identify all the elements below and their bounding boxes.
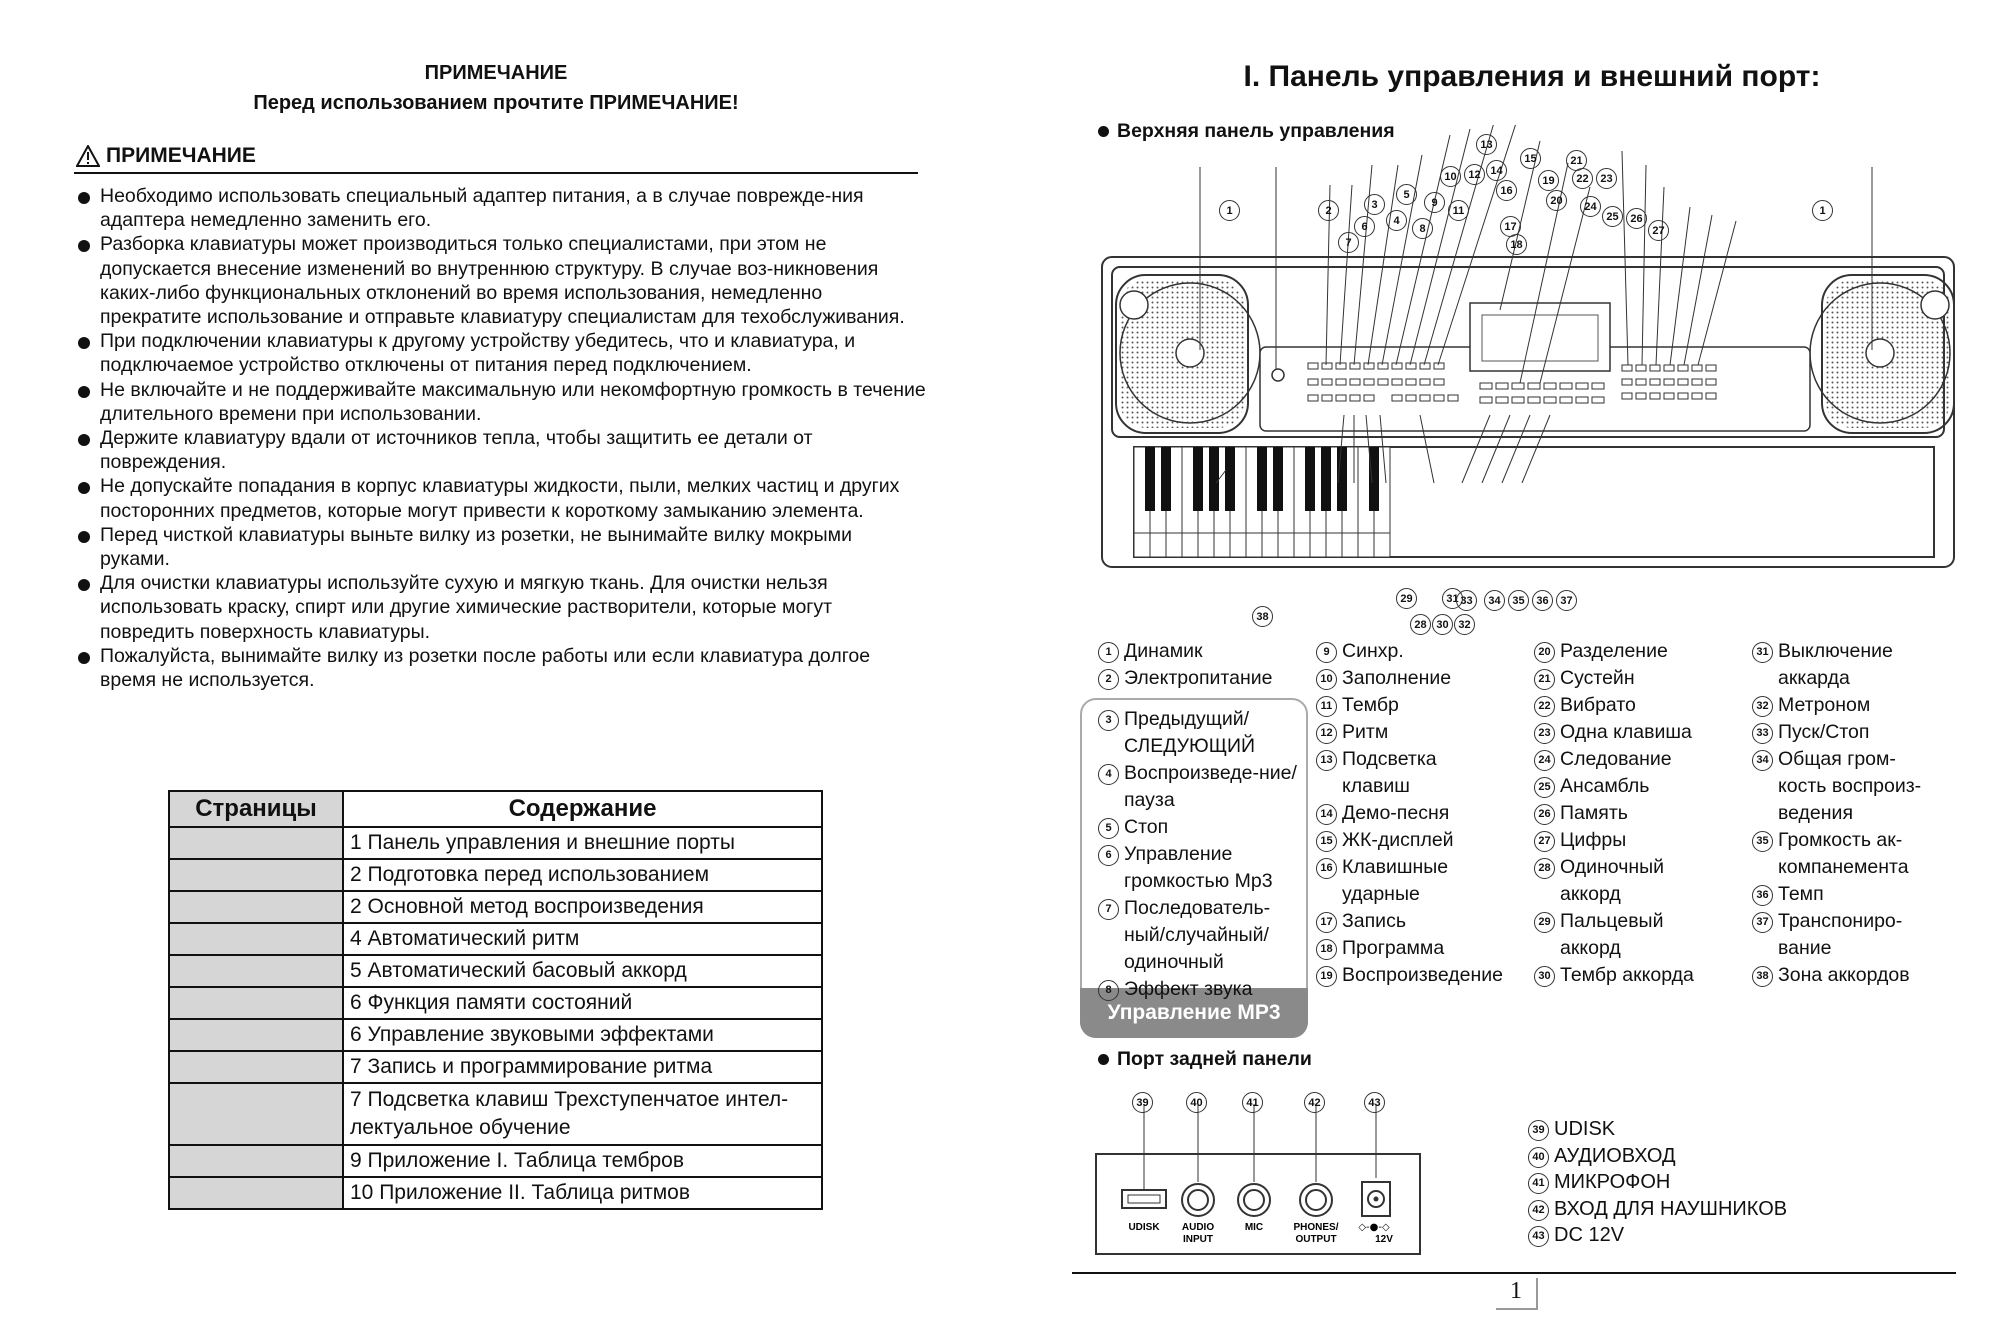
legend-text: Управление громкостью Mp3 bbox=[1124, 843, 1273, 892]
legend-item bbox=[1316, 935, 1526, 962]
table-row bbox=[169, 1083, 822, 1145]
legend-number: 37 bbox=[1752, 912, 1773, 933]
legend-number: 5 bbox=[1098, 818, 1119, 839]
callout-number: 32 bbox=[1454, 614, 1475, 635]
legend-number: 15 bbox=[1316, 831, 1337, 852]
legend-text: Эффект звука bbox=[1124, 978, 1253, 1000]
legend-text: Транспониро-вание bbox=[1778, 910, 1903, 959]
callout-number: 35 bbox=[1508, 590, 1529, 611]
callout-number: 10 bbox=[1440, 166, 1461, 187]
legend-number: 32 bbox=[1752, 696, 1773, 717]
note-title: ПРИМЕЧАНИЕ bbox=[424, 62, 568, 84]
legend-number: 29 bbox=[1534, 912, 1555, 933]
legend-item bbox=[1534, 908, 1684, 962]
callout-number: 39 bbox=[1132, 1092, 1153, 1113]
legend-item bbox=[1316, 638, 1526, 665]
list-item: Пожалуйста, вынимайте вилку из розетки после работы или если клавиатура долгое время не используется. bbox=[76, 644, 926, 692]
legend-item bbox=[1316, 908, 1526, 935]
callout-number: 17 bbox=[1500, 216, 1521, 237]
legend-number: 10 bbox=[1316, 669, 1337, 690]
usb-port-icon bbox=[1122, 1190, 1166, 1208]
legend-number: 3 bbox=[1098, 710, 1119, 731]
legend-item bbox=[1752, 908, 1922, 962]
legend-number: 23 bbox=[1534, 723, 1555, 744]
legend-text: Пуск/Стоп bbox=[1778, 721, 1870, 743]
warning-heading bbox=[76, 144, 256, 168]
legend-number: 41 bbox=[1528, 1173, 1549, 1194]
list-item: Не допускайте попадания в корпус клавиатуры жидкости, пыли, мелких частиц и других посторонних предметов, которые могут привести к короткому замыканию элемента. bbox=[76, 474, 926, 522]
page-cell bbox=[169, 1083, 343, 1145]
phones-jack-icon bbox=[1300, 1184, 1332, 1216]
contents-cell: 5 Автоматический басовый аккорд bbox=[343, 955, 822, 987]
legend-number: 27 bbox=[1534, 831, 1555, 852]
legend-item bbox=[1098, 638, 1298, 665]
callout-number: 2 bbox=[1318, 200, 1339, 221]
legend-text: Выключение аккарда bbox=[1778, 640, 1893, 689]
legend-text: Тембр аккорда bbox=[1560, 964, 1694, 986]
note-subtitle: Перед использованием прочтите ПРИМЕЧАНИЕ! bbox=[253, 92, 739, 114]
legend-number: 19 bbox=[1316, 966, 1337, 987]
legend-text: UDISK bbox=[1554, 1118, 1616, 1140]
table-row bbox=[169, 923, 822, 955]
legend-item bbox=[1534, 773, 1744, 800]
mic-jack-icon bbox=[1238, 1184, 1270, 1216]
legend-number: 40 bbox=[1528, 1147, 1549, 1168]
legend-text: Запись bbox=[1342, 910, 1406, 932]
page-cell bbox=[169, 923, 343, 955]
legend-item bbox=[1098, 814, 1298, 841]
callout-number: 41 bbox=[1242, 1092, 1263, 1113]
callout-number: 21 bbox=[1566, 150, 1587, 171]
table-row bbox=[169, 859, 822, 891]
legend-number: 31 bbox=[1752, 642, 1773, 663]
contents-cell: 2 Основной метод воспроизведения bbox=[343, 891, 822, 923]
legend-text: Громкость ак-компанемента bbox=[1778, 829, 1909, 878]
legend-number: 26 bbox=[1534, 804, 1555, 825]
legend-item bbox=[1752, 692, 1952, 719]
legend-text: Сустейн bbox=[1560, 667, 1635, 689]
legend-number: 7 bbox=[1098, 899, 1119, 920]
legend-item bbox=[1752, 638, 1922, 692]
page-cell bbox=[169, 1019, 343, 1051]
callout-number: 16 bbox=[1496, 180, 1517, 201]
legend-item bbox=[1528, 1143, 1787, 1170]
callout-number: 20 bbox=[1546, 190, 1567, 211]
callout-number: 9 bbox=[1424, 192, 1445, 213]
callout-number: 1 bbox=[1219, 200, 1240, 221]
legend-text: Воспроизведе-ние/пауза bbox=[1124, 762, 1297, 811]
port-label: AUDIO bbox=[1181, 1222, 1215, 1233]
safety-notes-list bbox=[76, 184, 926, 692]
callout-number: 3 bbox=[1364, 194, 1385, 215]
page-cell bbox=[169, 891, 343, 923]
callout-number: 28 bbox=[1410, 614, 1431, 635]
contents-header: Содержание bbox=[343, 791, 822, 827]
callout-number: 7 bbox=[1338, 232, 1359, 253]
legend-item bbox=[1098, 665, 1298, 692]
callout-number: 38 bbox=[1252, 606, 1273, 627]
table-header-row bbox=[169, 791, 822, 827]
list-item: Перед чисткой клавиатуры выньте вилку из розетки, не вынимайте вилку мокрыми руками. bbox=[76, 523, 926, 571]
legend-item bbox=[1316, 692, 1526, 719]
legend-number: 24 bbox=[1534, 750, 1555, 771]
callout-number: 24 bbox=[1580, 196, 1601, 217]
callout-number: 5 bbox=[1396, 184, 1417, 205]
contents-cell: 7 Запись и программирование ритма bbox=[343, 1051, 822, 1083]
port-label: PHONES/ bbox=[1293, 1222, 1339, 1233]
callout-number: 12 bbox=[1464, 164, 1485, 185]
legend-item bbox=[1528, 1196, 1787, 1223]
legend-item bbox=[1316, 962, 1526, 989]
list-item: Необходимо использовать специальный адаптер питания, а в случае поврежде-ния адаптера немедленно заменить его. bbox=[76, 184, 926, 232]
legend-column-2 bbox=[1316, 638, 1526, 989]
legend-number: 11 bbox=[1316, 696, 1337, 717]
legend-number: 2 bbox=[1098, 669, 1119, 690]
legend-item bbox=[1316, 827, 1526, 854]
table-row bbox=[169, 1145, 822, 1177]
legend-item bbox=[1098, 841, 1298, 895]
callout-number: 1 bbox=[1812, 200, 1833, 221]
port-label: 12V bbox=[1375, 1234, 1393, 1245]
heading-rule bbox=[74, 172, 918, 174]
legend-text: Синхр. bbox=[1342, 640, 1404, 662]
legend-text: Одна клавиша bbox=[1560, 721, 1692, 743]
audio-input-jack-icon bbox=[1182, 1184, 1214, 1216]
list-item: При подключении клавиатуры к другому устройству убедитесь, что и клавиатура, и подключаемое устройство отключены от питания перед подключением. bbox=[76, 329, 926, 377]
legend-item bbox=[1534, 962, 1744, 989]
rear-port-legend bbox=[1528, 1116, 1787, 1249]
legend-text: Одиночный аккорд bbox=[1560, 856, 1665, 905]
legend-text: Клавишные ударные bbox=[1342, 856, 1449, 905]
footer-rule bbox=[1072, 1272, 1956, 1274]
dc-polarity-icon: ◇-●-◇ bbox=[1358, 1222, 1390, 1233]
contents-table bbox=[168, 790, 823, 1210]
page-cell bbox=[169, 859, 343, 891]
callout-number: 37 bbox=[1556, 590, 1577, 611]
contents-cell: 9 Приложение I. Таблица тембров bbox=[343, 1145, 822, 1177]
contents-cell: 2 Подготовка перед использованием bbox=[343, 859, 822, 891]
legend-number: 28 bbox=[1534, 858, 1555, 879]
speaker-center-right bbox=[1866, 339, 1894, 367]
table-row bbox=[169, 987, 822, 1019]
callout-number: 30 bbox=[1432, 614, 1453, 635]
legend-text: Зона аккордов bbox=[1778, 964, 1910, 986]
contents-cell: 6 Функция памяти состояний bbox=[343, 987, 822, 1019]
legend-item bbox=[1534, 827, 1744, 854]
legend-number: 6 bbox=[1098, 845, 1119, 866]
callout-number: 19 bbox=[1538, 170, 1559, 191]
legend-number: 8 bbox=[1098, 980, 1119, 1001]
legend-text: Электропитание bbox=[1124, 667, 1273, 689]
legend-column-3 bbox=[1534, 638, 1744, 989]
list-item: Держите клавиатуру вдали от источников тепла, чтобы защитить ее детали от повреждения. bbox=[76, 426, 926, 474]
legend-column-4 bbox=[1752, 638, 1952, 989]
legend-text: АУДИОВХОД bbox=[1554, 1144, 1676, 1167]
port-label: UDISK bbox=[1128, 1222, 1160, 1233]
page-cell bbox=[169, 827, 343, 859]
legend-number: 35 bbox=[1752, 831, 1773, 852]
legend-item bbox=[1316, 719, 1526, 746]
legend-column-1 bbox=[1098, 638, 1298, 1003]
legend-number: 14 bbox=[1316, 804, 1337, 825]
callout-number: 33 bbox=[1456, 590, 1477, 611]
legend-item bbox=[1098, 976, 1298, 1003]
legend-number: 22 bbox=[1534, 696, 1555, 717]
callout-number: 42 bbox=[1304, 1092, 1325, 1113]
table-row bbox=[169, 1019, 822, 1051]
legend-item bbox=[1752, 746, 1932, 827]
page-cell bbox=[169, 1145, 343, 1177]
port-label: INPUT bbox=[1183, 1234, 1213, 1245]
legend-text: Демо-песня bbox=[1342, 802, 1450, 824]
contents-cell: 1 Панель управления и внешние порты bbox=[343, 827, 822, 859]
callout-number: 13 bbox=[1476, 134, 1497, 155]
legend-number: 13 bbox=[1316, 750, 1337, 771]
legend-number: 1 bbox=[1098, 642, 1119, 663]
legend-item bbox=[1534, 854, 1684, 908]
contents-cell: 10 Приложение II. Таблица ритмов bbox=[343, 1177, 822, 1209]
legend-number: 17 bbox=[1316, 912, 1337, 933]
page-cell bbox=[169, 955, 343, 987]
callout-number: 11 bbox=[1448, 200, 1469, 221]
page-cell bbox=[169, 1177, 343, 1209]
legend-text: Стоп bbox=[1124, 816, 1169, 838]
legend-item bbox=[1316, 665, 1526, 692]
legend-number: 18 bbox=[1316, 939, 1337, 960]
contents-cell: 4 Автоматический ритм bbox=[343, 923, 822, 955]
legend-item bbox=[1528, 1222, 1787, 1249]
rear-panel-heading bbox=[1098, 1048, 1312, 1071]
legend-text: Программа bbox=[1342, 937, 1445, 959]
callout-number: 26 bbox=[1626, 208, 1647, 229]
legend-number: 39 bbox=[1528, 1120, 1549, 1141]
warning-heading-text: ПРИМЕЧАНИЕ bbox=[106, 144, 256, 167]
legend-text: Воспроизведение bbox=[1342, 964, 1503, 986]
contents-cell: 6 Управление звуковыми эффектами bbox=[343, 1019, 822, 1051]
legend-text: Память bbox=[1560, 802, 1628, 824]
legend-item bbox=[1534, 800, 1744, 827]
legend-number: 33 bbox=[1752, 723, 1773, 744]
callout-number: 23 bbox=[1596, 168, 1617, 189]
callout-number: 18 bbox=[1506, 234, 1527, 255]
legend-number: 34 bbox=[1752, 750, 1773, 771]
legend-item bbox=[1098, 895, 1298, 976]
legend-item bbox=[1534, 638, 1744, 665]
legend-text: Динамик bbox=[1124, 640, 1203, 662]
list-item: Разборка клавиатуры может производиться только специалистами, при этом не допускается внесение изменений во внутреннюю структуру. В случае воз-никновения каких-либо функциональных отклонений во время использования, немедленно прекратите использование и отправьте клавиатуру специалистам для техобслуживания. bbox=[76, 232, 926, 329]
callout-number: 27 bbox=[1648, 220, 1669, 241]
mp3-control-label: Управление MP3 bbox=[1080, 988, 1308, 1038]
legend-item bbox=[1752, 962, 1952, 989]
legend-number: 43 bbox=[1528, 1226, 1549, 1247]
table-row bbox=[169, 891, 822, 923]
legend-number: 30 bbox=[1534, 966, 1555, 987]
legend-text: ЖК-дисплей bbox=[1342, 829, 1454, 851]
legend-text: Подсветка клавиш bbox=[1342, 748, 1437, 797]
legend-text: Тембр bbox=[1342, 694, 1399, 716]
legend-item bbox=[1316, 746, 1466, 800]
table-row bbox=[169, 1177, 822, 1209]
port-label: MIC bbox=[1244, 1222, 1264, 1233]
callout-number: 31 bbox=[1442, 588, 1463, 609]
legend-item bbox=[1098, 706, 1298, 760]
legend-number: 21 bbox=[1534, 669, 1555, 690]
table-row bbox=[169, 1051, 822, 1083]
callout-number: 22 bbox=[1572, 168, 1593, 189]
legend-text: DC 12V bbox=[1554, 1224, 1625, 1246]
legend-number: 4 bbox=[1098, 764, 1119, 785]
legend-item bbox=[1534, 746, 1744, 773]
contents-cell: 7 Подсветка клавиш Трехступенчатое интел-лектуальное обучение bbox=[343, 1083, 822, 1145]
legend-text: МИКРОФОН bbox=[1554, 1171, 1671, 1193]
legend-text: Предыдущий/ СЛЕДУЮЩИЙ bbox=[1124, 708, 1256, 757]
callout-number: 6 bbox=[1354, 216, 1375, 237]
legend-number: 38 bbox=[1752, 966, 1773, 987]
table-row bbox=[169, 955, 822, 987]
legend-text: Цифры bbox=[1560, 829, 1627, 851]
port-label: OUTPUT bbox=[1295, 1234, 1337, 1245]
legend-number: 25 bbox=[1534, 777, 1555, 798]
pages-header: Страницы bbox=[169, 791, 343, 827]
table-row bbox=[169, 827, 822, 859]
rear-panel-heading-text: Порт задней панели bbox=[1117, 1048, 1312, 1070]
legend-item bbox=[1528, 1169, 1787, 1196]
legend-text: Метроном bbox=[1778, 694, 1871, 716]
legend-text: Разделение bbox=[1560, 640, 1668, 662]
legend-number: 20 bbox=[1534, 642, 1555, 663]
page-number: 1 bbox=[1496, 1278, 1538, 1310]
callout-number: 8 bbox=[1412, 218, 1433, 239]
legend-text: Последователь-ный/случайный/ одиночный bbox=[1124, 897, 1271, 973]
legend-number: 9 bbox=[1316, 642, 1337, 663]
page-cell bbox=[169, 987, 343, 1019]
callout-number: 34 bbox=[1484, 590, 1505, 611]
callout-number: 4 bbox=[1386, 210, 1407, 231]
legend-text: ВХОД ДЛЯ НАУШНИКОВ bbox=[1554, 1197, 1788, 1220]
callout-number: 15 bbox=[1520, 148, 1541, 169]
legend-text: Заполнение bbox=[1342, 667, 1452, 689]
legend-number: 16 bbox=[1316, 858, 1337, 879]
legend-text: Общая гром-кость воспроиз-ведения bbox=[1778, 748, 1922, 824]
page-title: I. Панель управления и внешний порт: bbox=[1243, 60, 1821, 93]
list-item: Не включайте и не поддерживайте максимальную или некомфортную громкость в течение длительного времени при использовании. bbox=[76, 378, 926, 426]
page-cell bbox=[169, 1051, 343, 1083]
legend-item bbox=[1752, 827, 1942, 881]
legend-item bbox=[1534, 719, 1744, 746]
legend-text: Пальцевый аккорд bbox=[1560, 910, 1664, 959]
callout-number: 40 bbox=[1186, 1092, 1207, 1113]
legend-text: Вибрато bbox=[1560, 694, 1636, 716]
legend-number: 12 bbox=[1316, 723, 1337, 744]
legend-item bbox=[1316, 800, 1526, 827]
speaker-tweeter-right bbox=[1921, 291, 1949, 319]
speaker-tweeter-left bbox=[1120, 291, 1148, 319]
legend-text: Темп bbox=[1778, 883, 1824, 905]
legend-item bbox=[1752, 881, 1952, 908]
bullet-dot-icon bbox=[1098, 1054, 1109, 1065]
callout-number: 14 bbox=[1486, 160, 1507, 181]
callout-number: 25 bbox=[1602, 206, 1623, 227]
legend-item bbox=[1534, 692, 1744, 719]
legend-number: 42 bbox=[1528, 1200, 1549, 1221]
legend-item bbox=[1534, 665, 1744, 692]
legend-item bbox=[1316, 854, 1466, 908]
legend-number: 36 bbox=[1752, 885, 1773, 906]
list-item: Для очистки клавиатуры используйте сухую и мягкую ткань. Для очистки нельзя использовать краску, спирт или другие химические растворители, которые могут повредить поверхность клавиатуры. bbox=[76, 571, 926, 644]
legend-text: Ритм bbox=[1342, 721, 1389, 743]
callout-number: 43 bbox=[1364, 1092, 1385, 1113]
legend-item bbox=[1098, 760, 1298, 814]
top-panel-heading-text: Верхняя панель управления bbox=[1117, 120, 1395, 142]
warning-triangle-icon bbox=[76, 145, 100, 167]
legend-text: Ансамбль bbox=[1560, 775, 1650, 797]
legend-text: Следование bbox=[1560, 748, 1672, 770]
callout-number: 36 bbox=[1532, 590, 1553, 611]
legend-item bbox=[1528, 1116, 1787, 1143]
callout-number: 29 bbox=[1396, 588, 1417, 609]
keyboard-diagram bbox=[1090, 125, 1970, 625]
legend-item bbox=[1752, 719, 1952, 746]
